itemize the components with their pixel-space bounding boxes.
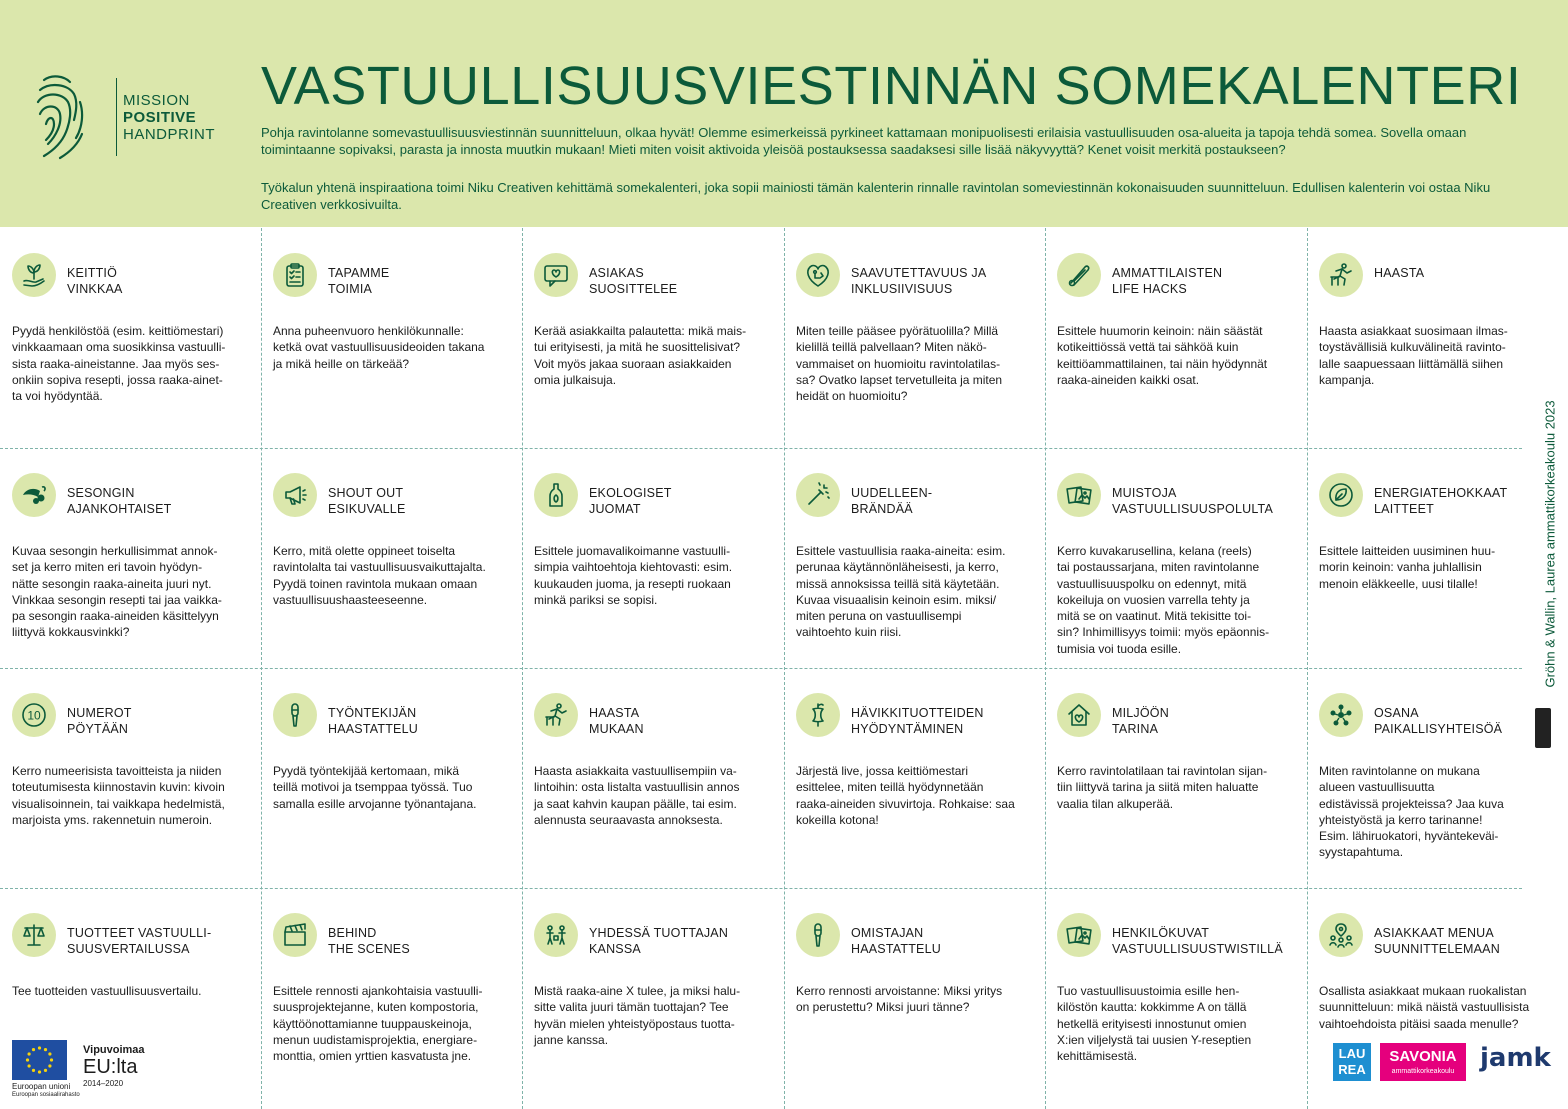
intro-paragraph-1: Pohja ravintolanne somevastuullisuusviestinnän suunnitteluun, olkaa hyvät! Olemme esimerkeissä pyrkineet kattamaan monipuolisesti erilaisia vastuullisuuden osa-alueita ja tapoja tehdä somea. Sovella omaan toimintaanne sopivaksi, parasta ja innosta muutkin mukaan! Mieti miten voisit aktivoida yleisöä postauksessa saadaksesi sille lisää näkyvyyttä? Kenet voisit merkitä postaukseen? [261,125,1467,157]
calendar-cell [522,448,783,668]
cell-body: Osallista asiakkaat mukaan ruokalistan suunnitteluun: mikä näistä vastuullisista vaihtoehdoista pitäisi saada menulle? [1319,984,1530,1031]
cell-body: Esittele rennosti ajankohtaisia vastuulli- suusprojektejanne, kuten kompostoria, käyttöönottamianne tuuppauskeinoja, menun uudistamisprojektia, energiare- monttia, omien yrttien kasvatusta jne. [273,984,483,1064]
calendar-cell [261,888,522,1108]
calendar-cell [1307,448,1568,668]
cell-title: OMISTAJAN HAASTATTELU [851,926,941,956]
savonia-sub: ammattikorkeakoulu [1391,1068,1455,1075]
calendar-cell [522,888,783,1108]
cell-body: Kerro ravintolatilaan tai ravintolan sijan- tiin liittyvä tarina ja siitä miten haluatte vaalia tilan alkuperää. [1057,764,1268,811]
people-pin-icon [1319,913,1363,957]
cell-body: Kerro kuvakarusellina, kelana (reels) tai postaussarjana, miten ravintolanne vastuullisuuspolku on edennyt, mitä kokeiluja on vuosien varrella tehty ja mitä se on vaatinut. Mitä tekisitte toi- sin? Inhimillisyys toimii: myös epäonnis- tumisia voi tuoda esille. [1057,544,1270,656]
calendar-cell [0,228,261,448]
cell-title: TAPAMME TOIMIA [328,266,390,296]
photos-icon [1057,913,1101,957]
cell-title: TUOTTEET VASTUULLI- SUUSVERTAILUSSA [67,926,212,956]
apple-core-icon [796,693,840,737]
calendar-cell [784,888,1045,1108]
bottle-icon [534,473,578,517]
cell-body: Järjestä live, jossa keittiömestari esittelee, miten teillä hyödynnetään raaka-aineiden sivuvirtoja. Rohkaise: saa kokeilla kotona! [796,764,1015,827]
calendar-cell [1045,228,1306,448]
calendar-cell [1045,668,1306,888]
house-heart-icon [1057,693,1101,737]
calendar-cell [261,448,522,668]
cell-body: Kerro numeerisista tavoitteista ja niiden toteutumisesta kiinnostavin kuvin: kivoin visualisoinnein, tai vaikkapa hedelmistä, marjoista yms. rakennetuin numeroin. [12,764,225,827]
logo-wordmark [123,92,215,143]
cell-title: HÄVIKKITUOTTEIDEN HYÖDYNTÄMINEN [851,706,984,736]
eu-subname: Euroopan sosiaalirahasto [12,1092,80,1098]
cell-title: BEHIND THE SCENES [328,926,410,956]
cell-body: Esittele huumorin keinoin: näin säästät kotikeittiössä vettä tai sähköä kuin keittiöammattilainen, tai näin hyödynnät raaka-aineiden kaikki osat. [1057,324,1268,387]
vipuvoimaa-logo [83,1044,145,1090]
calendar-cell [522,228,783,448]
cell-body: Tee tuotteiden vastuullisuusvertailu. [12,984,202,998]
cell-body: Anna puheenvuoro henkilökunnalle: ketkä ovat vastuullisuusideoiden takana ja mikä heille on tärkeää? [273,324,485,371]
header-banner [0,0,1568,227]
cell-title: ASIAKAS SUOSITTELEE [589,266,678,296]
cell-title: SAAVUTETTAVUUS JA INKLUSIIVISUUS [851,266,987,296]
handprint-icon [30,72,90,160]
calendar-cell [1307,668,1568,888]
creative-commons-badge [1535,708,1551,748]
savonia-logo [1380,1043,1466,1081]
cell-body: Tuo vastuullisuustoimia esille hen- kilöstön kautta: kokkimme A on tällä hetkellä erityisesti innostunut omien X:ien viljelystä tai uusien Y-reseptien kehittämisestä. [1057,984,1252,1064]
cell-title: AMMATTILAISTEN LIFE HACKS [1112,266,1223,296]
intro-paragraph-2: Työkalun yhtenä inspiraationa toimi Niku Creativen kehittämä somekalenteri, joka sopii mainiosti tämän kalenterin rinnalle ravintolan someviestinnän kokonaisuuden suunnitteluun. Edullisen kalenterin voi ostaa Niku Creativen verkkosivuilta. [261,180,1491,212]
calendar-cell [784,448,1045,668]
farmers-icon [534,913,578,957]
logo-line-3: HANDPRINT [123,126,216,143]
cell-title: MUISTOJA VASTUULLISUUSPOLULTA [1112,486,1273,516]
calendar-cell [261,228,522,448]
calendar-cell [1307,228,1568,448]
cell-body: Esittele vastuullisia raaka-aineita: esim. perunaa käytännönläheisesti, ja kerro, missä annoksissa teillä sitä käytetään. Kuvaa visuaalisin keinoin esim. miksi/ miten peruna on vastuullisempi vaihtoehto kuin riisi. [796,544,1006,640]
cell-title: HAASTA [1374,266,1425,280]
eco-leaf-icon [1319,473,1363,517]
clipboard-icon [273,253,317,297]
vip-years: 2014–2020 [83,1079,124,1088]
community-icon [1319,693,1363,737]
cell-title: ASIAKKAAT MENUA SUUNNITTELEMAAN [1374,926,1500,956]
cell-title: HENKILÖKUVAT VASTUULLISUUSTWISTILLÄ [1112,926,1283,956]
microphone-icon [273,693,317,737]
eu-stars-icon [12,1040,67,1080]
cell-title: MILJÖÖN TARINA [1112,706,1169,736]
cell-body: Haasta asiakkaita vastuullisempiin va- lintoihin: osta listalta vastuullisin annos ja saat kahvin kaupan päälle, tai esim. alennusta seuraavasta annoksesta. [534,764,740,827]
cell-title: TYÖNTEKIJÄN HAASTATTELU [328,706,418,736]
clapperboard-icon [273,913,317,957]
logo-line-1: MISSION [123,92,190,109]
number-ten-icon [12,693,56,737]
cell-body: Haasta asiakkaat suosimaan ilmas- toystävällisiä kulkuvälineitä ravinto- lalle saapuessaan liittämällä siihen kampanja. [1319,324,1508,387]
eu-caption [12,1082,80,1100]
cell-title: HAASTA MUKAAN [589,706,644,736]
eu-name: Euroopan unioni [12,1082,71,1091]
cell-title: YHDESSÄ TUOTTAJAN KANSSA [589,926,729,956]
cell-body: Kuvaa sesongin herkullisimmat annok- set ja kerro miten eri tavoin hyödyn- nätte sesongin raaka-aineita juuri nyt. Vinkkaa sesongin resepti tai jaa vaikka- pa sesongin raaka-aineiden käsittelyyn liittyvä kokkausvinkki? [12,544,222,640]
cell-title: SESONGIN AJANKOHTAISET [67,486,172,516]
cell-title: OSANA PAIKALLISYHTEISÖÄ [1374,706,1503,736]
cell-body: Kerro rennosti arvoistanne: Miksi yritys on perustettu? Miksi juuri tänne? [796,984,1003,1015]
vip-big: EU:lta [83,1056,138,1078]
hurdle-runner-icon [534,693,578,737]
megaphone-icon [273,473,317,517]
logo-divider [116,78,117,156]
safety-pin-icon [1057,253,1101,297]
cell-body: Esittele laitteiden uusiminen huu- morin keinoin: vanha juhlallisin menoin eläkkeelle, uusi tilalle! [1319,544,1496,591]
calendar-cell [261,668,522,888]
calendar-cell [0,668,261,888]
credit-vertical [1535,400,1565,690]
calendar-cell [1045,888,1306,1108]
credit-text: Gröhn & Wallin, Laurea ammattikorkeakoulu 2023 [1542,400,1558,688]
cell-title: SHOUT OUT ESIKUVALLE [328,486,406,516]
heart-accessibility-icon [796,253,840,297]
microphone-icon [796,913,840,957]
cell-body: Miten teille pääsee pyörätuolilla? Millä kielillä teillä palvellaan? Miten näkö- vammaiset on huomioitu ravintolatilas- sa? Ovatko lapset tervetulleita ja miten heidät on huomioitu? [796,324,1003,404]
cell-title: ENERGIATEHOKKAAT LAITTEET [1374,486,1508,516]
logo-line-2: POSITIVE [123,109,197,126]
sprout-hand-icon [12,253,56,297]
savonia-name: SAVONIA [1389,1048,1457,1065]
calendar-cell [1045,448,1306,668]
laurea-logo [1333,1043,1371,1081]
laurea-top: LAU [1338,1046,1366,1061]
photos-icon [1057,473,1101,517]
cell-body: Kerro, mitä olette oppineet toiselta ravintolalta tai vastuullisuusvaikuttajalta. Pyydä toinen ravintola mukaan omaan vastuullisuushaasteeseenne. [273,544,486,607]
laurea-bottom: REA [1338,1062,1366,1077]
eu-flag-logo [12,1040,67,1080]
chat-heart-icon [534,253,578,297]
cell-body: Mistä raaka-aine X tulee, ja miksi halu- sitte valita juuri tämän tuottajan? Tee hyvän mielen yhteistyöpostaus tuotta- janne kanssa. [534,984,741,1047]
calendar-cell [522,668,783,888]
cell-title: EKOLOGISET JUOMAT [589,486,672,516]
magic-wand-icon [796,473,840,517]
cell-body: Miten ravintolanne on mukana alueen vastuullisuutta edistävissä projekteissa? Jaa kuva yhteistyöstä ja kerro tarinanne! Esim. lähiruokatori, hyväntekeväi- syystapahtuma. [1319,764,1504,860]
cell-body: Esittele juomavalikoimanne vastuulli- simpia vaihtoehtoja kiehtovasti: esim. kuukauden juoma, ja resepti ruokaan minkä pariksi se sopisi. [534,544,733,607]
cell-body: Pyydä henkilöstöä (esim. keittiömestari) vinkkaamaan oma suosikkinsa vastuulli- sista raaka-aineistanne. Jaa myös ses- onkiin sopiva resepti, jossa raaka-ainet- ta voi hyödyntää. [12,324,226,404]
cell-body: Kerää asiakkailta palautetta: mikä mais- tui erityisesti, ja mitä he suosittelisivat? Voit myös jakaa suoraan asiakkaiden omia julkaisuja. [534,324,747,387]
hurdle-runner-icon [1319,253,1363,297]
cell-title: KEITTIÖ VINKKAA [67,266,123,296]
harvest-horn-icon [12,473,56,517]
calendar-cell [784,228,1045,448]
calendar-cell [0,448,261,668]
cell-title: UUDELLEEN- BRÄNDÄÄ [851,486,933,516]
scales-icon [12,913,56,957]
calendar-cell [784,668,1045,888]
page-title: VASTUULLISUUSVIESTINNÄN SOMEKALENTERI [261,56,1522,116]
mission-positive-handprint-logo [30,72,220,162]
vip-top: Vipuvoimaa [83,1044,145,1056]
jamk-logo: jamk [1480,1043,1551,1073]
svg-text:10: 10 [27,708,41,723]
cell-body: Pyydä työntekijää kertomaan, mikä teillä motivoi ja tsemppaa työssä. Tuo samalla esille arvojanne työnantajana. [273,764,477,811]
cell-title: NUMEROT PÖYTÄÄN [67,706,132,736]
